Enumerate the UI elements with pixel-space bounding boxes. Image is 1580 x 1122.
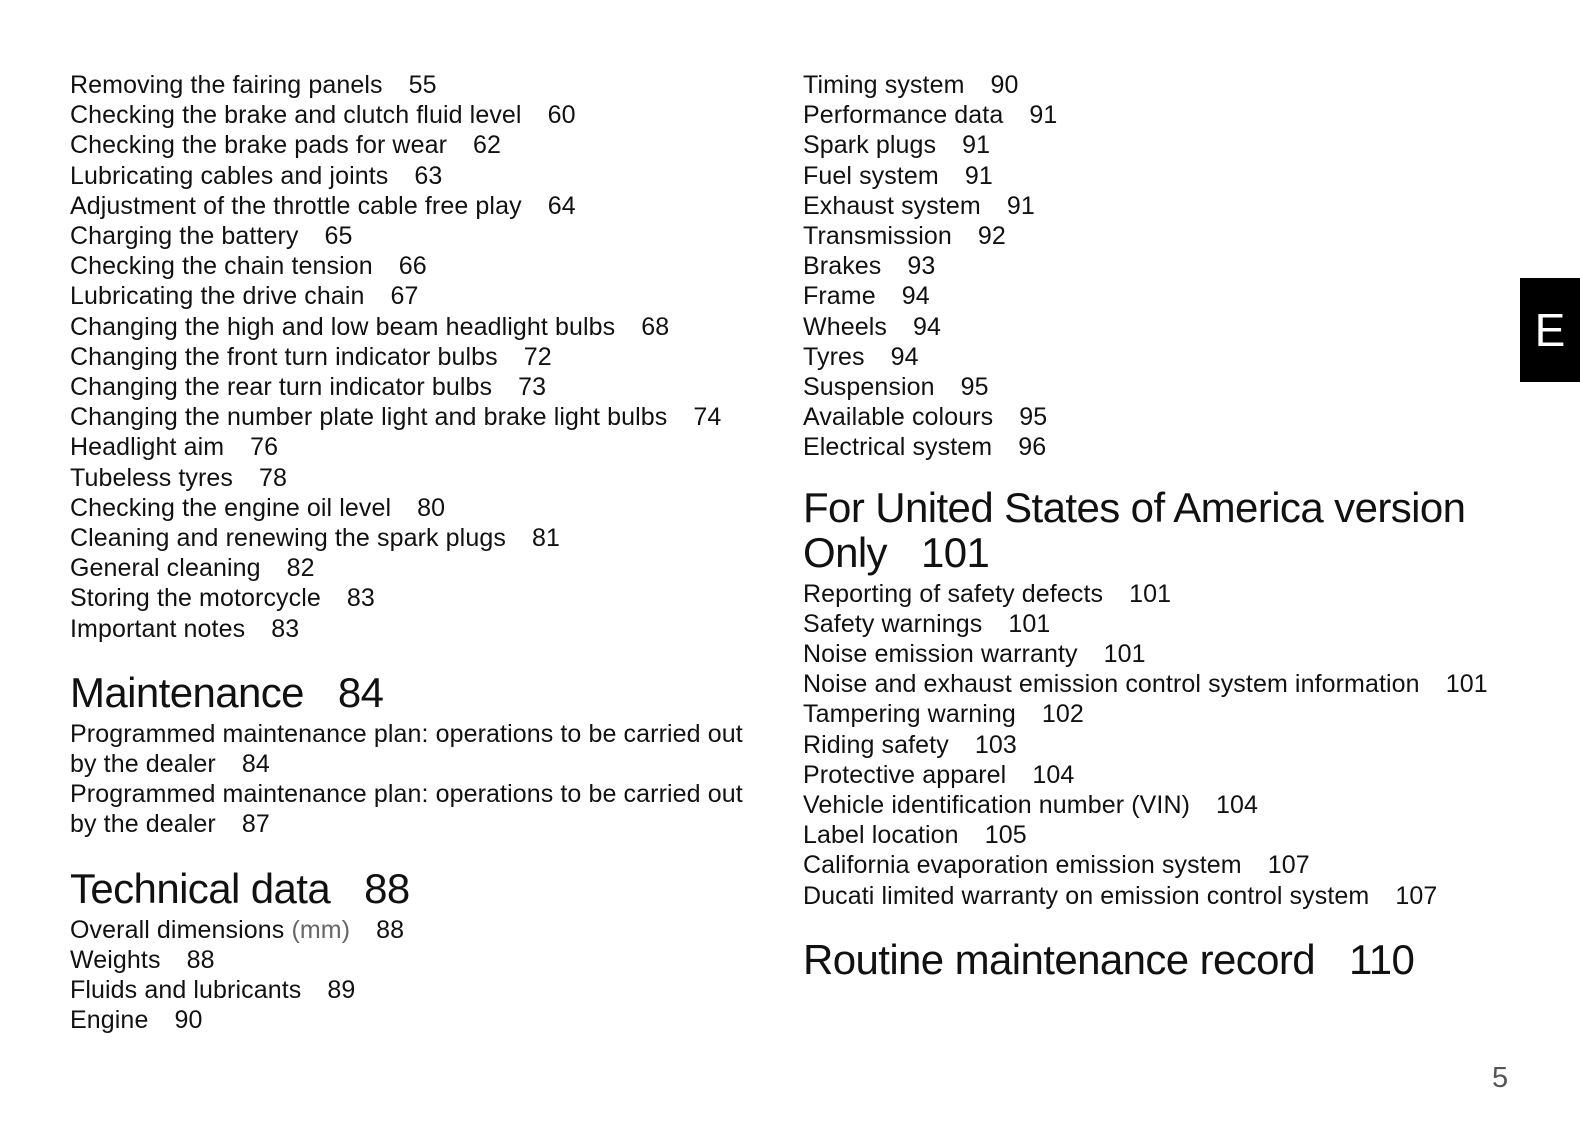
heading-page: 101 bbox=[920, 528, 990, 576]
left-column bbox=[70, 70, 770, 1035]
heading-title: Maintenance bbox=[70, 668, 304, 716]
entry-page: 95 bbox=[960, 373, 989, 402]
heading-title: Routine maintenance record bbox=[803, 935, 1316, 983]
entry-title: Programmed maintenance plan: operations to be carried out by the dealer bbox=[70, 719, 743, 779]
toc-entry[interactable] bbox=[70, 130, 770, 160]
entry-title: Transmission bbox=[803, 222, 952, 251]
entry-page: 83 bbox=[346, 584, 375, 613]
toc-entry[interactable] bbox=[803, 191, 1503, 221]
entry-title: Engine bbox=[70, 1006, 149, 1035]
entry-title: Fuel system bbox=[803, 161, 939, 190]
toc-entry[interactable] bbox=[803, 130, 1503, 160]
technical-entries bbox=[70, 915, 770, 1036]
entry-page: 101 bbox=[1445, 670, 1488, 699]
left-entries bbox=[70, 70, 770, 644]
entry-page: 94 bbox=[912, 312, 941, 341]
toc-entry[interactable] bbox=[803, 161, 1503, 191]
entry-title: Spark plugs bbox=[803, 131, 937, 160]
right-entries bbox=[803, 70, 1503, 463]
entry-title: Important notes bbox=[70, 614, 246, 643]
entry-title: Noise emission warranty bbox=[803, 640, 1078, 669]
toc-entry[interactable] bbox=[70, 251, 770, 281]
entry-page: 55 bbox=[408, 71, 437, 99]
section-tab: E bbox=[1520, 278, 1580, 382]
entry-page: 101 bbox=[1129, 579, 1172, 608]
entry-title: Available colours bbox=[803, 403, 994, 432]
entry-unit: (mm) bbox=[291, 915, 351, 944]
entry-page: 64 bbox=[547, 191, 576, 220]
toc-entry[interactable] bbox=[70, 463, 770, 493]
entry-page: 88 bbox=[186, 945, 215, 974]
entry-title: Exhaust system bbox=[803, 191, 981, 220]
entry-title: Adjustment of the throttle cable free play bbox=[70, 191, 522, 220]
entry-title: Vehicle identification number (VIN) bbox=[803, 791, 1191, 820]
toc-entry[interactable] bbox=[803, 579, 1503, 609]
toc-entry[interactable] bbox=[803, 790, 1503, 820]
toc-entry[interactable] bbox=[70, 191, 770, 221]
entry-title: Overall dimensions bbox=[70, 915, 285, 944]
entry-page: 74 bbox=[693, 403, 722, 432]
toc-entry[interactable] bbox=[803, 850, 1503, 880]
entry-title: Headlight aim bbox=[70, 433, 225, 462]
toc-entry[interactable] bbox=[70, 342, 770, 372]
toc-entry[interactable] bbox=[70, 719, 770, 779]
entry-page: 93 bbox=[907, 252, 936, 281]
entry-page: 104 bbox=[1032, 760, 1075, 789]
entry-title: Label location bbox=[803, 821, 959, 850]
toc-entry[interactable] bbox=[803, 699, 1503, 729]
toc-entry[interactable] bbox=[803, 312, 1503, 342]
toc-entry[interactable] bbox=[70, 915, 770, 945]
entry-page: 101 bbox=[1008, 609, 1051, 638]
toc-entry[interactable] bbox=[803, 609, 1503, 639]
entry-page: 94 bbox=[890, 342, 919, 371]
heading-title: Technical data bbox=[70, 864, 331, 912]
entry-title: Protective apparel bbox=[803, 760, 1007, 789]
entry-page: 72 bbox=[523, 342, 552, 371]
entry-page: 101 bbox=[1103, 640, 1146, 669]
entry-title: Tampering warning bbox=[803, 700, 1016, 729]
entry-title: Lubricating the drive chain bbox=[70, 282, 365, 311]
entry-page: 81 bbox=[531, 524, 560, 553]
toc-entry[interactable] bbox=[803, 669, 1503, 699]
entry-page: 83 bbox=[271, 614, 300, 643]
toc-entry[interactable] bbox=[803, 432, 1503, 462]
entry-page: 91 bbox=[1006, 191, 1035, 220]
entry-title: Fluids and lubricants bbox=[70, 976, 302, 1005]
heading-page: 110 bbox=[1349, 935, 1415, 983]
entry-page: 66 bbox=[398, 252, 427, 281]
entry-title: Programmed maintenance plan: operations to be carried out by the dealer bbox=[70, 780, 743, 839]
entry-page: 102 bbox=[1041, 700, 1084, 729]
routine-heading[interactable] bbox=[803, 937, 1503, 982]
entry-title: Safety warnings bbox=[803, 609, 983, 638]
entry-page: 104 bbox=[1216, 791, 1259, 820]
toc-entry[interactable] bbox=[803, 760, 1503, 790]
entry-title: Noise and exhaust emission control system information bbox=[803, 670, 1420, 699]
toc-entry[interactable] bbox=[70, 1005, 770, 1035]
toc-entry[interactable] bbox=[803, 639, 1503, 669]
toc-entry[interactable] bbox=[70, 70, 770, 100]
entry-title: Tubeless tyres bbox=[70, 463, 234, 492]
toc-entry[interactable] bbox=[803, 342, 1503, 372]
entry-title: Changing the number plate light and brake light bulbs bbox=[70, 403, 668, 432]
entry-title: Storing the motorcycle bbox=[70, 584, 321, 613]
toc-entry[interactable] bbox=[70, 614, 770, 644]
toc-entry[interactable] bbox=[803, 730, 1503, 760]
entry-page: 63 bbox=[414, 161, 443, 190]
toc-entry[interactable] bbox=[70, 221, 770, 251]
entry-page: 90 bbox=[990, 71, 1019, 99]
entry-title: Checking the engine oil level bbox=[70, 493, 392, 522]
toc-entry[interactable] bbox=[70, 975, 770, 1005]
usa-heading[interactable] bbox=[803, 485, 1503, 575]
toc-entry[interactable] bbox=[70, 100, 770, 130]
entry-title: California evaporation emission system bbox=[803, 851, 1242, 880]
entry-page: 94 bbox=[901, 282, 930, 311]
entry-page: 92 bbox=[977, 222, 1006, 251]
entry-page: 87 bbox=[241, 810, 270, 839]
entry-page: 60 bbox=[547, 101, 576, 130]
toc-entry[interactable] bbox=[70, 312, 770, 342]
entry-page: 105 bbox=[984, 821, 1027, 850]
toc-entry[interactable] bbox=[70, 583, 770, 613]
heading-page: 84 bbox=[337, 668, 384, 716]
entry-page: 91 bbox=[964, 161, 993, 190]
toc-entry[interactable] bbox=[803, 221, 1503, 251]
entry-title: Tyres bbox=[803, 342, 865, 371]
entry-page: 65 bbox=[324, 222, 353, 251]
maintenance-entries bbox=[70, 719, 770, 840]
entry-title: Lubricating cables and joints bbox=[70, 161, 389, 190]
entry-title: Removing the fairing panels bbox=[70, 71, 383, 99]
toc-entry[interactable] bbox=[70, 432, 770, 462]
entry-page: 88 bbox=[376, 915, 405, 944]
entry-title: Weights bbox=[70, 945, 161, 974]
entry-title: Checking the brake pads for wear bbox=[70, 131, 448, 160]
entry-title: Checking the brake and clutch fluid level bbox=[70, 101, 522, 130]
entry-page: 67 bbox=[390, 282, 419, 311]
entry-page: 80 bbox=[417, 493, 446, 522]
entry-page: 78 bbox=[259, 463, 288, 492]
entry-title: Checking the chain tension bbox=[70, 252, 373, 281]
entry-page: 62 bbox=[473, 131, 502, 160]
page-number: 5 bbox=[1492, 1062, 1509, 1094]
entry-page: 82 bbox=[286, 554, 315, 583]
heading-title-line1: For United States of America version bbox=[803, 483, 1466, 531]
entry-page: 107 bbox=[1395, 881, 1438, 910]
entry-title: General cleaning bbox=[70, 554, 261, 583]
toc-entry[interactable] bbox=[803, 372, 1503, 402]
entry-title: Performance data bbox=[803, 101, 1004, 130]
toc-entry[interactable] bbox=[70, 945, 770, 975]
toc-entry[interactable] bbox=[70, 553, 770, 583]
heading-page: 88 bbox=[364, 864, 410, 912]
entry-page: 90 bbox=[174, 1006, 203, 1035]
entry-title: Changing the high and low beam headlight bulbs bbox=[70, 312, 616, 341]
toc-entry[interactable] bbox=[803, 820, 1503, 850]
toc-entry[interactable] bbox=[70, 402, 770, 432]
entry-title: Frame bbox=[803, 282, 876, 311]
entry-page: 107 bbox=[1267, 851, 1310, 880]
entry-title: Charging the battery bbox=[70, 222, 299, 251]
toc-entry[interactable] bbox=[803, 881, 1503, 911]
entry-title: Timing system bbox=[803, 71, 965, 99]
toc-entry[interactable] bbox=[803, 70, 1503, 100]
usa-entries bbox=[803, 579, 1503, 911]
entry-title: Wheels bbox=[803, 312, 887, 341]
toc-entry[interactable] bbox=[70, 161, 770, 191]
entry-title: Cleaning and renewing the spark plugs bbox=[70, 524, 506, 553]
entry-title: Brakes bbox=[803, 252, 882, 281]
entry-page: 95 bbox=[1019, 403, 1048, 432]
right-column bbox=[803, 70, 1503, 986]
entry-title: Changing the rear turn indicator bulbs bbox=[70, 373, 493, 402]
toc-entry[interactable] bbox=[803, 100, 1503, 130]
entry-page: 84 bbox=[241, 750, 270, 779]
toc-entry[interactable] bbox=[803, 251, 1503, 281]
toc-entry[interactable] bbox=[803, 281, 1503, 311]
entry-page: 68 bbox=[641, 312, 670, 341]
technical-data-heading[interactable] bbox=[70, 866, 770, 911]
entry-page: 89 bbox=[327, 976, 356, 1005]
entry-page: 103 bbox=[974, 730, 1017, 759]
heading-title-line2: Only bbox=[803, 528, 887, 576]
toc-entry[interactable] bbox=[70, 281, 770, 311]
entry-title: Suspension bbox=[803, 373, 935, 402]
entry-title: Riding safety bbox=[803, 730, 949, 759]
maintenance-heading[interactable] bbox=[70, 670, 770, 715]
toc-entry[interactable] bbox=[803, 402, 1503, 432]
toc-entry[interactable] bbox=[70, 372, 770, 402]
entry-page: 91 bbox=[962, 131, 991, 160]
entry-title: Changing the front turn indicator bulbs bbox=[70, 342, 498, 371]
entry-page: 96 bbox=[1018, 433, 1047, 462]
entry-title: Ducati limited warranty on emission control system bbox=[803, 881, 1370, 910]
toc-entry[interactable] bbox=[70, 493, 770, 523]
entry-page: 91 bbox=[1029, 101, 1058, 130]
toc-entry[interactable] bbox=[70, 523, 770, 553]
entry-page: 73 bbox=[518, 373, 547, 402]
entry-title: Reporting of safety defects bbox=[803, 579, 1104, 608]
entry-page: 76 bbox=[250, 433, 279, 462]
toc-entry[interactable] bbox=[70, 779, 770, 839]
entry-title: Electrical system bbox=[803, 433, 993, 462]
